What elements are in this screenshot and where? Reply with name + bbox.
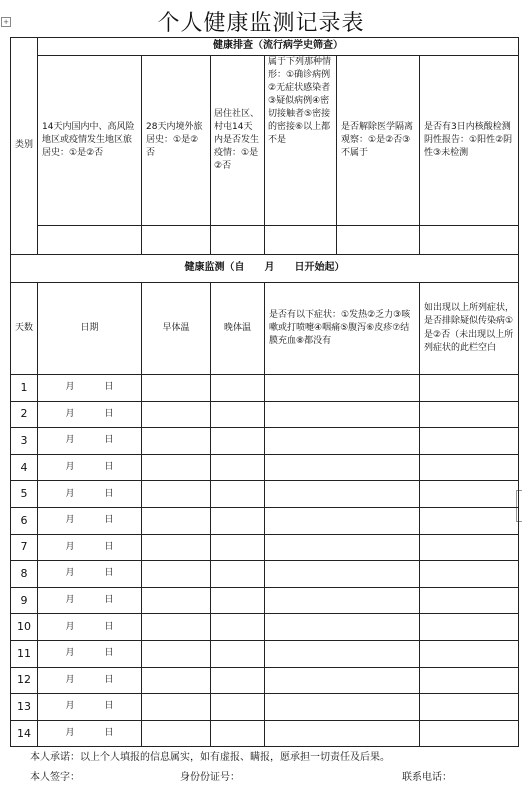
screening-question-3: 居住社区、村屯14天内是否发生疫情：①是②否	[211, 56, 265, 226]
symptoms-cell[interactable]	[265, 401, 420, 428]
day-number: 9	[11, 587, 38, 614]
symptoms-cell[interactable]	[265, 667, 420, 694]
symptoms-cell[interactable]	[265, 614, 420, 641]
evening-temp-cell[interactable]	[211, 454, 265, 481]
date-cell[interactable]	[38, 587, 142, 614]
exclude-cell[interactable]	[420, 587, 519, 614]
exclude-cell[interactable]	[420, 694, 519, 721]
monitoring-header: 健康监测（自 月 日开始起）	[11, 255, 519, 283]
day-label: 日	[104, 595, 114, 606]
symptoms-cell[interactable]	[265, 507, 420, 534]
evening-temp-cell[interactable]	[211, 667, 265, 694]
page-title: 个人健康监测记录表	[157, 11, 365, 36]
date-cell[interactable]	[38, 694, 142, 721]
symptoms-cell[interactable]	[265, 534, 420, 561]
symptoms-cell[interactable]	[265, 481, 420, 508]
day-row	[11, 375, 519, 402]
health-monitoring-form	[10, 37, 519, 747]
screening-question-2: 28天内境外旅居史：①是②否	[142, 56, 211, 226]
month-label: 月	[65, 674, 75, 685]
evening-temp-cell[interactable]	[211, 428, 265, 455]
month-label: 月	[65, 541, 75, 552]
symptoms-cell[interactable]	[265, 375, 420, 402]
exclude-cell[interactable]	[420, 534, 519, 561]
morning-temp-cell[interactable]	[142, 428, 211, 455]
evening-temp-cell[interactable]	[211, 640, 265, 667]
month-label: 月	[65, 382, 75, 393]
day-label: 日	[104, 488, 114, 499]
month-label: 月	[65, 462, 75, 473]
day-row	[11, 667, 519, 694]
day-number: 3	[11, 428, 38, 455]
exclude-cell[interactable]	[420, 614, 519, 641]
table-move-handle-icon[interactable]: +	[1, 17, 11, 27]
exclude-cell[interactable]	[420, 454, 519, 481]
exclude-cell[interactable]	[420, 375, 519, 402]
col-morning-temp-header: 早体温	[142, 283, 211, 375]
date-cell[interactable]	[38, 454, 142, 481]
day-label: 日	[104, 701, 114, 712]
day-row	[11, 534, 519, 561]
morning-temp-cell[interactable]	[142, 694, 211, 721]
evening-temp-cell[interactable]	[211, 614, 265, 641]
evening-temp-cell[interactable]	[211, 694, 265, 721]
screening-answer-1[interactable]	[38, 226, 142, 255]
exclude-cell[interactable]	[420, 561, 519, 588]
day-number: 5	[11, 481, 38, 508]
screening-answer-4[interactable]	[265, 226, 337, 255]
day-label: 日	[104, 648, 114, 659]
symptoms-cell[interactable]	[265, 720, 420, 747]
evening-temp-cell[interactable]	[211, 720, 265, 747]
exclude-cell[interactable]	[420, 481, 519, 508]
morning-temp-cell[interactable]	[142, 587, 211, 614]
day-row	[11, 694, 519, 721]
exclude-cell[interactable]	[420, 720, 519, 747]
morning-temp-cell[interactable]	[142, 507, 211, 534]
day-row	[11, 428, 519, 455]
screening-answer-5[interactable]	[337, 226, 420, 255]
day-number: 7	[11, 534, 38, 561]
exclude-cell[interactable]	[420, 667, 519, 694]
morning-temp-cell[interactable]	[142, 561, 211, 588]
evening-temp-cell[interactable]	[211, 507, 265, 534]
day-label: 日	[104, 568, 114, 579]
date-cell[interactable]	[38, 614, 142, 641]
screening-answer-2[interactable]	[142, 226, 211, 255]
phone-label: 联系电话：	[402, 772, 452, 783]
evening-temp-cell[interactable]	[211, 481, 265, 508]
date-cell[interactable]	[38, 481, 142, 508]
footer-promise: 本人承诺：以上个人填报的信息属实，如有虚报、瞒报，愿承担一切责任及后果。	[30, 752, 390, 763]
day-label: 日	[104, 462, 114, 473]
footer-signature-row	[30, 768, 452, 783]
morning-temp-cell[interactable]	[142, 720, 211, 747]
category-label: 类别	[11, 38, 38, 255]
screening-answer-3[interactable]	[211, 226, 265, 255]
morning-temp-cell[interactable]	[142, 614, 211, 641]
date-cell[interactable]	[38, 507, 142, 534]
day-number: 10	[11, 614, 38, 641]
morning-temp-cell[interactable]	[142, 640, 211, 667]
symptoms-cell[interactable]	[265, 428, 420, 455]
evening-temp-cell[interactable]	[211, 401, 265, 428]
evening-temp-cell[interactable]	[211, 534, 265, 561]
morning-temp-cell[interactable]	[142, 454, 211, 481]
date-cell[interactable]	[38, 561, 142, 588]
symptoms-cell[interactable]	[265, 587, 420, 614]
day-row	[11, 614, 519, 641]
date-cell[interactable]	[38, 720, 142, 747]
exclude-cell[interactable]	[420, 640, 519, 667]
symptoms-cell[interactable]	[265, 694, 420, 721]
date-cell[interactable]	[38, 640, 142, 667]
symptoms-cell[interactable]	[265, 454, 420, 481]
screening-question-4: 属于下列那种情形：①确诊病例②无症状感染者③疑似病例④密切接触者⑤密接的密接⑥以上都不是	[265, 56, 337, 226]
col-evening-temp-header: 晚体温	[211, 283, 265, 375]
date-cell[interactable]	[38, 401, 142, 428]
month-label: 月	[65, 568, 75, 579]
day-label: 日	[104, 382, 114, 393]
col-symptoms-header: 是否有以下症状：①发热②乏力③咳嗽或打喷嚏④咽痛⑤腹泻⑥皮疹⑦结膜充血⑧都没有	[265, 283, 420, 375]
month-label: 月	[65, 515, 75, 526]
day-row	[11, 507, 519, 534]
id-number-label: 身份份证号：	[180, 772, 240, 783]
day-number: 13	[11, 694, 38, 721]
evening-temp-cell[interactable]	[211, 375, 265, 402]
evening-temp-cell[interactable]	[211, 587, 265, 614]
date-cell[interactable]	[38, 375, 142, 402]
day-number: 11	[11, 640, 38, 667]
screening-question-1: 14天内国内中、高风险地区或疫情发生地区旅居史：①是②否	[38, 56, 142, 226]
screening-question-5: 是否解除医学隔离观察：①是②否③不属于	[337, 56, 420, 226]
month-label: 月	[65, 595, 75, 606]
day-label: 日	[104, 541, 114, 552]
day-label: 日	[104, 621, 114, 632]
screening-question-6: 是否有3日内核酸检测阴性报告：①阳性②阴性③未检测	[420, 56, 519, 226]
day-row	[11, 481, 519, 508]
day-number: 2	[11, 401, 38, 428]
month-label: 月	[65, 435, 75, 446]
day-row	[11, 720, 519, 747]
month-label: 月	[65, 648, 75, 659]
morning-temp-cell[interactable]	[142, 667, 211, 694]
day-number: 4	[11, 454, 38, 481]
day-label: 日	[104, 727, 114, 738]
col-date-header: 日期	[38, 283, 142, 375]
day-row	[11, 587, 519, 614]
day-row	[11, 454, 519, 481]
day-row	[11, 640, 519, 667]
morning-temp-cell[interactable]	[142, 375, 211, 402]
evening-temp-cell[interactable]	[211, 561, 265, 588]
month-label: 月	[65, 408, 75, 419]
date-cell[interactable]	[38, 534, 142, 561]
morning-temp-cell[interactable]	[142, 401, 211, 428]
day-number: 14	[11, 720, 38, 747]
day-label: 日	[104, 515, 114, 526]
morning-temp-cell[interactable]	[142, 534, 211, 561]
month-label: 月	[65, 701, 75, 712]
day-number: 6	[11, 507, 38, 534]
col-day-header: 天数	[11, 283, 38, 375]
day-label: 日	[104, 674, 114, 685]
exclude-cell[interactable]	[420, 401, 519, 428]
exclude-cell[interactable]	[420, 507, 519, 534]
date-cell[interactable]	[38, 428, 142, 455]
day-label: 日	[104, 435, 114, 446]
screening-answer-6[interactable]	[420, 226, 519, 255]
date-cell[interactable]	[38, 667, 142, 694]
month-label: 月	[65, 488, 75, 499]
day-number: 8	[11, 561, 38, 588]
morning-temp-cell[interactable]	[142, 481, 211, 508]
month-label: 月	[65, 621, 75, 632]
day-row	[11, 561, 519, 588]
day-number: 12	[11, 667, 38, 694]
exclude-cell[interactable]	[420, 428, 519, 455]
day-label: 日	[104, 408, 114, 419]
day-number: 1	[11, 375, 38, 402]
screening-header: 健康排查（流行病学史筛查）	[38, 38, 519, 56]
day-row	[11, 401, 519, 428]
col-exclude-header: 如出现以上所列症状，是否排除疑似传染病①是②否（未出现以上所列症状的此栏空白	[420, 283, 519, 375]
month-label: 月	[65, 727, 75, 738]
symptoms-cell[interactable]	[265, 640, 420, 667]
symptoms-cell[interactable]	[265, 561, 420, 588]
signature-label: 本人签字：	[30, 772, 80, 783]
